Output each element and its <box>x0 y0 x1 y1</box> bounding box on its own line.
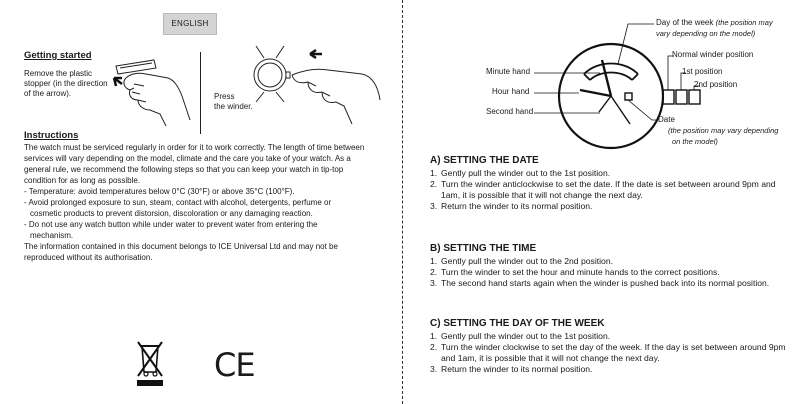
body-line-1: The watch must be serviced regularly in order for it to work correctly. The length of time between <box>24 143 365 152</box>
date-note-2: on the model) <box>672 137 718 146</box>
weee-bin-icon <box>132 336 168 388</box>
footer-line-2: reproduced without its authorisation. <box>24 253 153 262</box>
second-hand-label: Second hand <box>486 107 534 116</box>
minute-hand-label: Minute hand <box>486 67 531 76</box>
page-divider <box>402 0 403 404</box>
remove-stopper-text <box>24 69 108 99</box>
hour-hand-label: Hour hand <box>492 87 530 96</box>
step-num: 1. <box>430 168 438 178</box>
bullet-water-line-2: mechanism. <box>30 231 74 240</box>
right-page <box>404 0 808 404</box>
date-label: Date <box>658 115 675 124</box>
section-a-step-2 <box>430 179 802 201</box>
section-c-title: C) SETTING THE DAY OF THE WEEK <box>430 318 605 329</box>
day-label-text: Day of the week <box>656 18 714 27</box>
remove-line-3: of the arrow). <box>24 89 72 98</box>
section-b-steps <box>430 256 802 289</box>
section-a-title: A) SETTING THE DATE <box>430 155 539 166</box>
remove-stopper-illustration <box>108 48 192 128</box>
step-num: 3. <box>430 364 438 374</box>
bullet-exposure-line-1: - Avoid prolonged exposure to sun, steam, contact with alcohol, detergents, perfume or <box>24 198 332 207</box>
body-line-2: services will vary depending on the model, climate and the care you take of your watch. As a <box>24 154 351 163</box>
step-text: Turn the winder to set the hour and minute hands to the correct positions. <box>441 267 720 277</box>
date-note-1: (the position may vary depending <box>668 126 779 135</box>
step-text-cont: and 1am, it is possible that it will not change the next day. <box>441 353 660 363</box>
section-b-step-1 <box>430 256 802 267</box>
remove-line-2: stopper (in the direction <box>24 79 108 88</box>
section-b-step-3 <box>430 278 802 289</box>
step-num: 2. <box>430 342 438 352</box>
getting-started-heading: Getting started <box>24 50 92 61</box>
day-of-week-label <box>656 18 773 28</box>
step-text: Gently pull the winder out to the 1st position. <box>441 331 611 341</box>
first-position-label: 1st position <box>682 67 723 76</box>
section-c-step-2 <box>430 342 802 364</box>
section-b-step-2 <box>430 267 802 278</box>
step-num: 1. <box>430 331 438 341</box>
remove-line-1: Remove the plastic <box>24 69 93 78</box>
step-text: Return the winder to its normal position. <box>441 201 593 211</box>
language-label: ENGLISH <box>163 13 217 35</box>
bullet-temperature: - Temperature: avoid temperatures below 0°C (30°F) or above 35°C (100°F). <box>24 187 295 196</box>
section-a-step-3 <box>430 201 802 212</box>
step-text: Turn the winder clockwise to set the day of the week. If the day is set between around 9pm <box>441 342 786 352</box>
section-c-step-1 <box>430 331 802 342</box>
day-note-2: vary depending on the model) <box>656 29 756 38</box>
step-text: Gently pull the winder out to the 1st position. <box>441 168 611 178</box>
step-num: 1. <box>430 256 438 266</box>
body-line-3: general rule, we recommend the following steps so that you can keep your watch in tip-top <box>24 165 344 174</box>
ce-mark-icon: CE <box>214 346 255 384</box>
instructions-body <box>24 142 364 263</box>
footer-line-1: The information contained in this document belongs to ICE Universal Ltd and may not be <box>24 242 338 251</box>
section-a-steps <box>430 168 802 212</box>
body-line-4: condition for as long as possible. <box>24 176 141 185</box>
press-line-2: the winder. <box>214 102 253 111</box>
press-line-1: Press <box>214 92 235 101</box>
step-text: Gently pull the winder out to the 2nd position. <box>441 256 613 266</box>
normal-position-label: Normal winder position <box>672 50 754 59</box>
step-text: The second hand starts again when the winder is pushed back into its normal position. <box>441 278 770 288</box>
press-winder-text <box>214 92 253 112</box>
section-c-step-3 <box>430 364 802 375</box>
step-text-cont: 1am, it is possible that it will not change the next day. <box>441 190 643 200</box>
second-position-label: 2nd position <box>694 80 738 89</box>
step-text: Turn the winder anticlockwise to set the date. If the date is set between around 9pm and <box>441 179 776 189</box>
day-note-1: (the position may <box>715 18 773 27</box>
bullet-water-line-1: - Do not use any watch button while under water to prevent water from entering the <box>24 220 318 229</box>
bullet-exposure-line-2: cosmetic products to prevent distorsion, discoloration or any damaging reaction. <box>30 209 313 218</box>
instructions-heading: Instructions <box>24 130 79 141</box>
section-c-steps <box>430 331 802 375</box>
step-num: 3. <box>430 278 438 288</box>
step-num: 3. <box>430 201 438 211</box>
section-b-title: B) SETTING THE TIME <box>430 243 537 254</box>
illustration-divider <box>200 52 201 134</box>
step-num: 2. <box>430 267 438 277</box>
section-a-step-1 <box>430 168 802 179</box>
step-num: 2. <box>430 179 438 189</box>
step-text: Return the winder to its normal position. <box>441 364 593 374</box>
